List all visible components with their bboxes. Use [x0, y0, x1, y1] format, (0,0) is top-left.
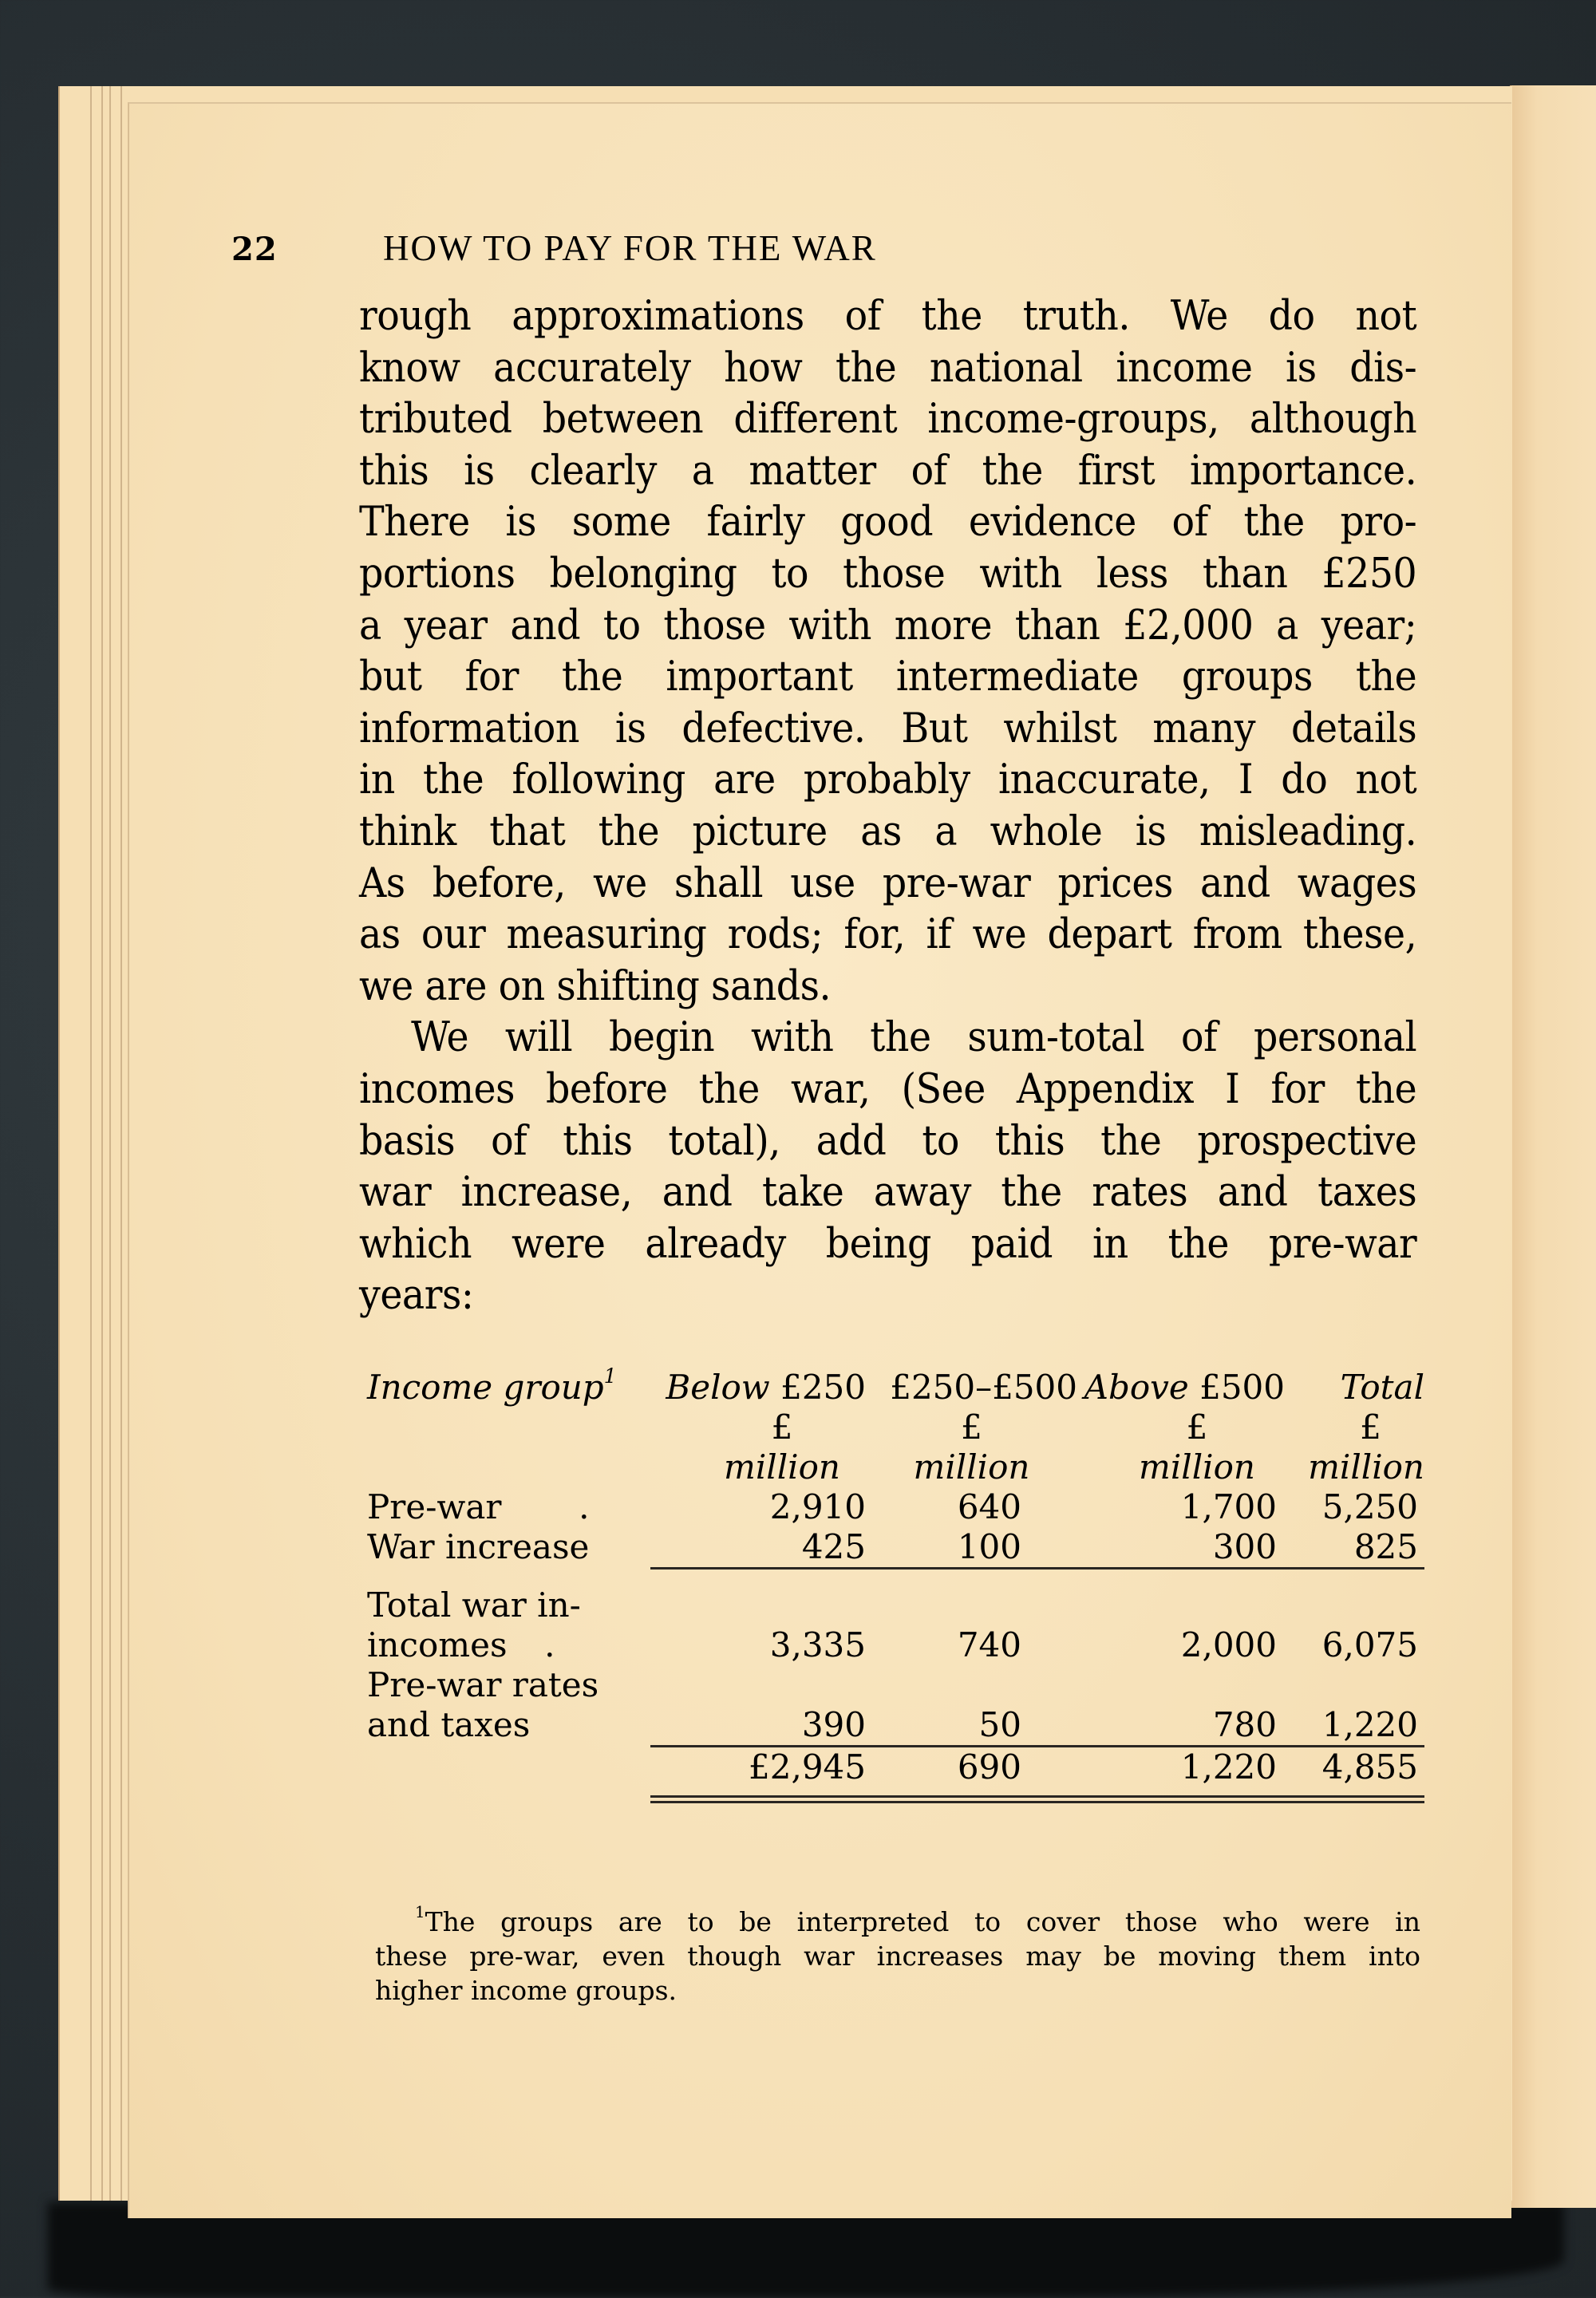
- cell-value: 300: [1212, 1527, 1277, 1566]
- page-edge: [109, 86, 111, 2201]
- header-amount: £250–£500: [890, 1368, 1077, 1407]
- text-line: as our measuring rods; for, if we depart from these,: [359, 911, 1417, 959]
- cell-value: 425: [801, 1527, 866, 1566]
- income-table: [367, 1356, 1424, 1803]
- text-line: know accurately how the national income is dis-: [359, 344, 1417, 392]
- footnote-line: higher income groups.: [375, 1975, 678, 2007]
- running-title: HOW TO PAY FOR THE WAR: [383, 228, 877, 268]
- rule-cell: [650, 1787, 1424, 1803]
- empty-cell: [650, 1585, 1424, 1625]
- double-rule: [650, 1795, 1424, 1803]
- empty-cell: [367, 1408, 650, 1447]
- cell-value: 690: [957, 1747, 1021, 1787]
- text-line: but for the important intermediate groups the: [359, 653, 1417, 701]
- spacer-row: [367, 1570, 1424, 1585]
- cell-value: 780: [1212, 1705, 1277, 1744]
- header-amount: £500: [1199, 1368, 1285, 1407]
- leader-dot: .: [579, 1487, 590, 1526]
- page-number: 22: [231, 231, 278, 268]
- row-label: War increase: [367, 1527, 590, 1566]
- table-row: [367, 1527, 1424, 1567]
- page-edge: [90, 86, 92, 2201]
- footnote: [375, 1895, 1420, 2008]
- page-edge: [120, 86, 122, 2201]
- row-label: Total war in-: [367, 1585, 581, 1625]
- table-rule-row: [367, 1787, 1424, 1803]
- text-line: war increase, and take away the rates and taxes: [359, 1169, 1417, 1217]
- footnote-text: The groups are to be interpreted to cover those who were in: [425, 1906, 1420, 1938]
- text-line: we are on shifting sands.: [359, 962, 832, 1010]
- header-col-below-250: [650, 1356, 866, 1408]
- row-label: [367, 1747, 650, 1787]
- unit-label: million: [1308, 1447, 1424, 1487]
- text-line: As before, we shall use pre-war prices and wages: [359, 859, 1417, 907]
- text-line: There is some fairly good evidence of the pro-: [359, 499, 1417, 547]
- row-label-text: Pre-war: [367, 1487, 502, 1526]
- cell-value: 4,855: [1321, 1747, 1418, 1787]
- cell-value: 640: [957, 1487, 1021, 1526]
- text-line: We will begin with the sum-total of personal: [411, 1014, 1417, 1062]
- cell-value: 825: [1353, 1527, 1418, 1566]
- cell-value: 50: [978, 1705, 1021, 1744]
- header-income-group: [367, 1356, 650, 1408]
- empty-cell: [650, 1665, 1424, 1705]
- header-prefix: Below: [666, 1368, 770, 1407]
- text-line: basis of this total), add to this the prospective: [359, 1117, 1417, 1165]
- table-unit-symbol-row: [367, 1408, 1424, 1447]
- body-text: [359, 291, 1417, 1322]
- row-label: and taxes: [367, 1705, 531, 1744]
- text-line: incomes before the war, (See Appendix I for the: [359, 1065, 1417, 1113]
- text-line: information is defective. But whilst many details: [359, 705, 1417, 752]
- cell-value: 1,700: [1180, 1487, 1277, 1526]
- footnote-line: [375, 1895, 1420, 1939]
- header-col-250-500: [866, 1356, 1077, 1408]
- footnote-mark: 1: [415, 1903, 425, 1921]
- unit-symbol: £: [1360, 1408, 1381, 1447]
- row-label-text: incomes: [367, 1625, 508, 1664]
- running-head: [231, 227, 1221, 269]
- cell-value: 1,220: [1180, 1747, 1277, 1787]
- empty-cell: [367, 1570, 1424, 1585]
- cell-value: £2,945: [749, 1747, 866, 1787]
- facing-page-edge: [1510, 85, 1596, 2208]
- cell-value: 5,250: [1321, 1487, 1418, 1526]
- cell-value: 740: [957, 1625, 1021, 1664]
- text-line: this is clearly a matter of the first importance.: [359, 447, 1417, 495]
- table-total-row: [367, 1747, 1424, 1787]
- cell-value: 6,075: [1321, 1625, 1418, 1664]
- footnote-line: these pre-war, even though war increases may be moving them into: [375, 1941, 1420, 1972]
- cell-value: 2,910: [769, 1487, 866, 1526]
- header-col-above-500: [1077, 1356, 1285, 1408]
- table-row: [367, 1487, 1424, 1527]
- row-label: Pre-war rates: [367, 1665, 599, 1704]
- table-row: [367, 1625, 1424, 1665]
- text-line: tributed between different income-groups, although: [359, 396, 1417, 444]
- text-line: think that the picture as a whole is misleading.: [359, 807, 1417, 855]
- header-amount: £250: [780, 1368, 866, 1407]
- text-line: years:: [359, 1272, 474, 1320]
- unit-symbol: £: [961, 1408, 982, 1447]
- cell-value: 100: [957, 1527, 1021, 1566]
- empty-cell: [367, 1787, 650, 1803]
- table-header-row: [367, 1356, 1424, 1408]
- text-line: which were already being paid in the pre-war: [359, 1220, 1417, 1268]
- row-label: [367, 1625, 650, 1665]
- table-unit-row: [367, 1447, 1424, 1487]
- table-row: [367, 1705, 1424, 1745]
- text-line: a year and to those with more than £2,000 a year;: [359, 602, 1417, 650]
- unit-symbol: £: [1186, 1408, 1208, 1447]
- text-line: portions belonging to those with less than £250: [359, 550, 1417, 598]
- empty-cell: [367, 1447, 650, 1487]
- unit-label: million: [724, 1447, 840, 1487]
- table-row: [367, 1585, 1424, 1625]
- table-row: [367, 1665, 1424, 1705]
- footnote-mark: 1: [603, 1364, 617, 1388]
- text-line: in the following are probably inaccurate, I do not: [359, 756, 1417, 804]
- leader-dot: .: [544, 1625, 555, 1664]
- cell-value: 3,335: [769, 1625, 866, 1664]
- cell-value: 390: [801, 1705, 866, 1744]
- unit-symbol: £: [771, 1408, 793, 1447]
- cell-value: 1,220: [1321, 1705, 1418, 1744]
- row-label: [367, 1487, 650, 1527]
- text-line: rough approximations of the truth. We do not: [359, 293, 1417, 340]
- unit-label: million: [913, 1447, 1030, 1487]
- unit-label: million: [1139, 1447, 1255, 1487]
- page-edge: [101, 86, 103, 2201]
- header-prefix: Above: [1084, 1368, 1189, 1407]
- cell-value: 2,000: [1180, 1625, 1277, 1664]
- header-col-total: Total: [1340, 1368, 1424, 1407]
- header-label: Income group: [367, 1368, 604, 1407]
